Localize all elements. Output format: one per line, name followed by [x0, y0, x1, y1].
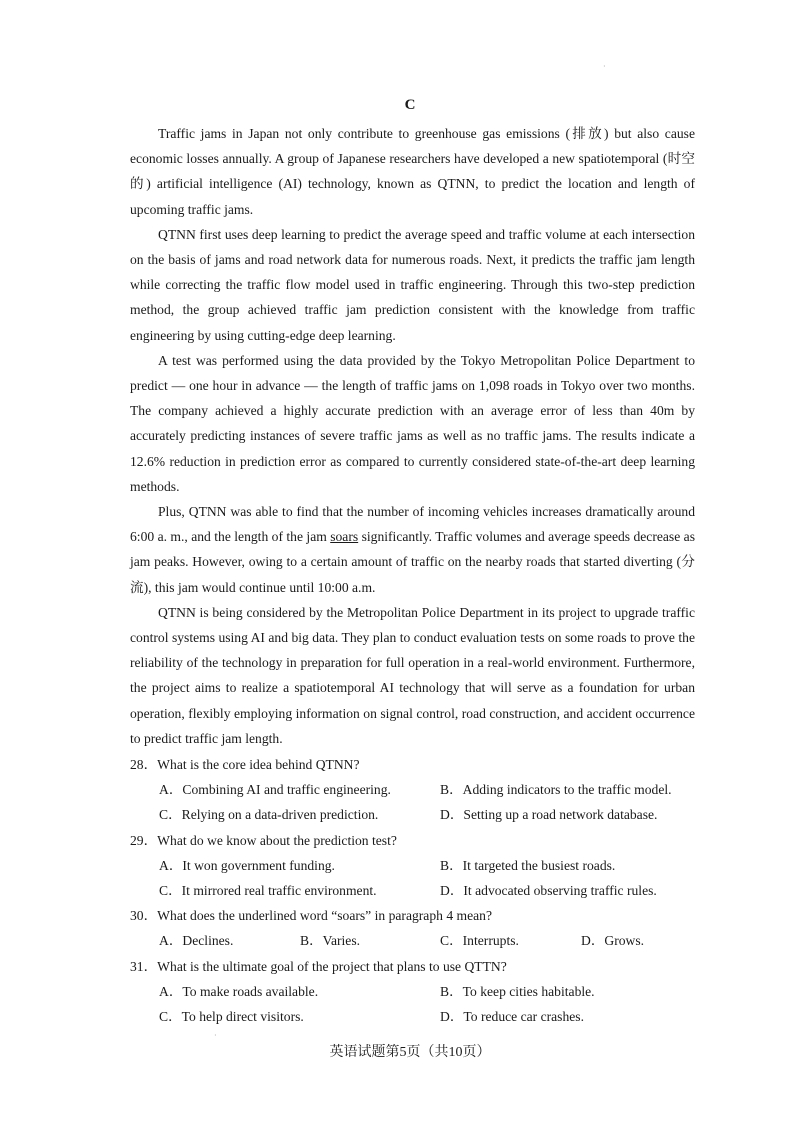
option-a: A．To make roads available. [159, 983, 319, 999]
option-b: B．It targeted the busiest roads. [440, 857, 616, 873]
option-d: D．It advocated observing traffic rules. [440, 882, 657, 898]
question-28-stem: 28．What is the core idea behind QTNN? [130, 757, 360, 772]
option-b: B．Varies. [300, 933, 361, 949]
paragraph-4 [130, 499, 695, 600]
option-c: C．Interrupts. [440, 933, 519, 949]
paragraph-5: QTNN is being considered by the Metropolitan Police Department in its project to upgrade traffic control systems using AI and big data. They plan to conduct evaluation tests on some roads to prove the reliability of the technology in preparation for full operation in a real-world environment. Furthermore, the project aims to realize a spatiotemporal AI technology that will serve as a foundation for urban operation, flexibly employing information on signal control, road construction, and accident occurrence to predict traffic jam length. [130, 604, 695, 746]
reading-passage [130, 121, 695, 751]
question-31-stem: 31．What is the ultimate goal of the project that plans to use QTTN? [130, 958, 507, 974]
option-c: C．To help direct visitors. [159, 1008, 304, 1024]
option-d: D．To reduce car crashes. [440, 1008, 584, 1024]
page-footer: 英语试题第5页（共10页） [329, 1045, 491, 1060]
scan-speck: · [603, 62, 606, 71]
section-title: C [404, 97, 416, 113]
option-c: C．It mirrored real traffic environment. [159, 882, 377, 898]
paragraph-3: A test was performed using the data provided by the Tokyo Metropolitan Police Department to predict — one hour in advance — the length of traffic jams on 1,098 roads in Tokyo over two months. The company achieved a highly accurate prediction with an average error of less than 40m by accurately predicting instances of severe traffic jams as well as no traffic jams. The results indicate a 12.6% reduction in prediction error as compared to currently considered state-of-the-art deep learning methods. [130, 352, 695, 494]
scan-speck: · [214, 1031, 217, 1040]
paragraph-4-text-after: significantly. Traffic volumes and average speeds decrease as jam peaks. However, owing to a certain amount of traffic on the nearby roads that started diverting (分流), this jam would continue until 10:00 a.m. [130, 529, 695, 595]
option-b: B．To keep cities habitable. [440, 983, 595, 999]
option-a: A．Declines. [159, 933, 234, 949]
question-28-options [130, 777, 700, 827]
option-c: C．Relying on a data-driven prediction. [159, 807, 379, 823]
paragraph-2: QTNN first uses deep learning to predict the average speed and traffic volume at each intersection on the basis of jams and road network data for numerous roads. Next, it predicts the traffic jam length while correcting the traffic flow model used in traffic engineering. Through this two-step prediction method, the group achieved traffic jam prediction consistent with the knowledge from traffic engineering by using cutting-edge deep learning. [130, 226, 695, 343]
question-31-options [130, 979, 700, 1029]
question-list [130, 752, 700, 1029]
paragraph-4-text-before: Plus, QTNN was able to find that the number of incoming vehicles increases dramatically around 6:00 a. m., and the length of the jam [130, 504, 695, 545]
option-a: A．Combining AI and traffic engineering. [159, 782, 391, 798]
option-d: D．Setting up a road network database. [440, 807, 658, 823]
question-29-options [130, 853, 700, 903]
option-d: D．Grows. [581, 933, 645, 949]
question-30-options [130, 928, 700, 953]
question-30-stem: 30．What does the underlined word “soars” in paragraph 4 mean? [130, 908, 492, 924]
paragraph-1: Traffic jams in Japan not only contribute to greenhouse gas emissions (排放) but also cause economic losses annually. A group of Japanese researchers have developed a new spatiotemporal (时空的) artificial intelligence (AI) technology, known as QTNN, to predict the location and length of upcoming traffic jams. [130, 126, 695, 217]
underlined-word-soars: soars [330, 529, 359, 545]
option-a: A．It won government funding. [159, 857, 335, 873]
question-29-stem: 29．What do we know about the prediction test? [130, 832, 397, 848]
option-b: B．Adding indicators to the traffic model. [440, 782, 672, 798]
